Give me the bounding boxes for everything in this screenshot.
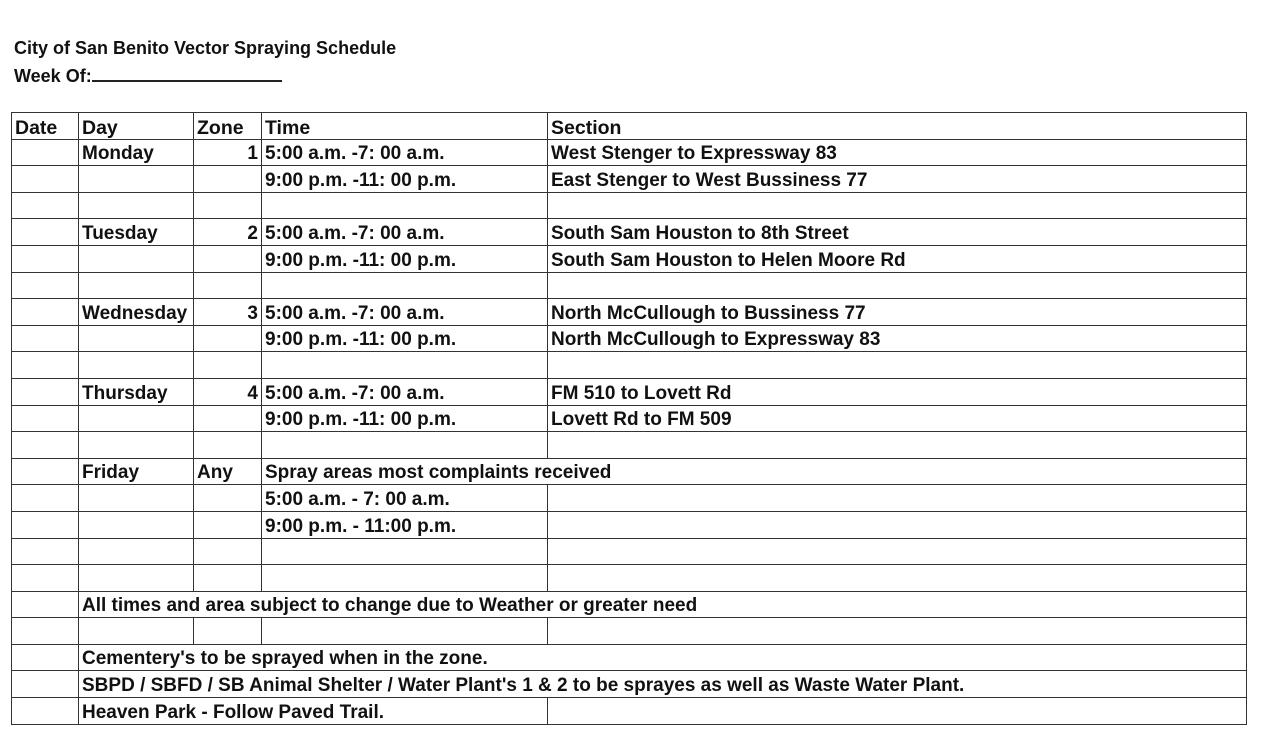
day-cell: Monday [79, 139, 194, 166]
table-row [12, 325, 1247, 352]
park-note: Heaven Park - Follow Paved Trail. [79, 698, 548, 725]
section-cell: North McCullough to Bussiness 77 [548, 299, 1247, 326]
section-cell: West Stenger to Expressway 83 [548, 139, 1247, 166]
blank-row [12, 432, 1247, 459]
facilities-note: SBPD / SBFD / SB Animal Shelter / Water Plant's 1 & 2 to be sprayes as well as Waste Water Plant. [79, 671, 1247, 698]
blank-row [12, 272, 1247, 299]
time-cell: 9:00 p.m. -11: 00 p.m. [262, 325, 548, 352]
spraying-schedule-table [11, 112, 1247, 725]
week-of-line [14, 62, 396, 90]
note-row [12, 698, 1247, 725]
table-row [12, 458, 1247, 485]
time-cell: 5:00 a.m. -7: 00 a.m. [262, 299, 548, 326]
section-cell: East Stenger to West Bussiness 77 [548, 166, 1247, 193]
cemetery-note: Cementery's to be sprayed when in the zone. [79, 644, 1247, 671]
table-row [12, 166, 1247, 193]
zone-cell: 1 [194, 139, 262, 166]
time-cell: 5:00 a.m. -7: 00 a.m. [262, 219, 548, 246]
header-zone: Zone [194, 113, 262, 140]
time-cell: 5:00 a.m. -7: 00 a.m. [262, 139, 548, 166]
document-title: City of San Benito Vector Spraying Schedule [14, 38, 397, 58]
zone-cell: 4 [194, 378, 262, 405]
header-time: Time [262, 113, 548, 140]
blank-row [12, 618, 1247, 645]
time-cell: Spray areas most complaints received [262, 458, 1247, 485]
table-row [12, 139, 1247, 166]
day-cell: Friday [79, 458, 194, 485]
blank-row [12, 192, 1247, 219]
blank-row [12, 538, 1247, 565]
week-of-blank [92, 62, 282, 82]
table-header-row [12, 113, 1247, 140]
zone-cell: 3 [194, 299, 262, 326]
section-cell: North McCullough to Expressway 83 [548, 325, 1247, 352]
table-row [12, 511, 1247, 538]
time-cell: 5:00 a.m. -7: 00 a.m. [262, 378, 548, 405]
section-cell: South Sam Houston to Helen Moore Rd [548, 245, 1247, 272]
zone-cell: 2 [194, 219, 262, 246]
time-cell: 9:00 p.m. -11: 00 p.m. [262, 245, 548, 272]
document-header [14, 35, 396, 90]
section-cell: South Sam Houston to 8th Street [548, 219, 1247, 246]
header-section: Section [548, 113, 1247, 140]
time-cell: 9:00 p.m. -11: 00 p.m. [262, 166, 548, 193]
week-of-label: Week Of: [14, 66, 92, 86]
section-cell: FM 510 to Lovett Rd [548, 378, 1247, 405]
note-row [12, 591, 1247, 618]
header-day: Day [79, 113, 194, 140]
zone-cell: Any [194, 458, 262, 485]
weather-note: All times and area subject to change due to Weather or greater need [79, 591, 1247, 618]
table-row [12, 299, 1247, 326]
table-row [12, 219, 1247, 246]
note-row [12, 671, 1247, 698]
table-row [12, 245, 1247, 272]
day-cell: Tuesday [79, 219, 194, 246]
time-cell: 9:00 p.m. - 11:00 p.m. [262, 511, 548, 538]
day-cell: Wednesday [79, 299, 194, 326]
blank-row [12, 352, 1247, 379]
time-cell: 9:00 p.m. -11: 00 p.m. [262, 405, 548, 432]
time-cell: 5:00 a.m. - 7: 00 a.m. [262, 485, 548, 512]
section-cell: Lovett Rd to FM 509 [548, 405, 1247, 432]
blank-row [12, 565, 1247, 592]
note-row [12, 644, 1247, 671]
table-row [12, 378, 1247, 405]
table-row [12, 405, 1247, 432]
table-row [12, 485, 1247, 512]
header-date: Date [12, 113, 79, 140]
day-cell: Thursday [79, 378, 194, 405]
